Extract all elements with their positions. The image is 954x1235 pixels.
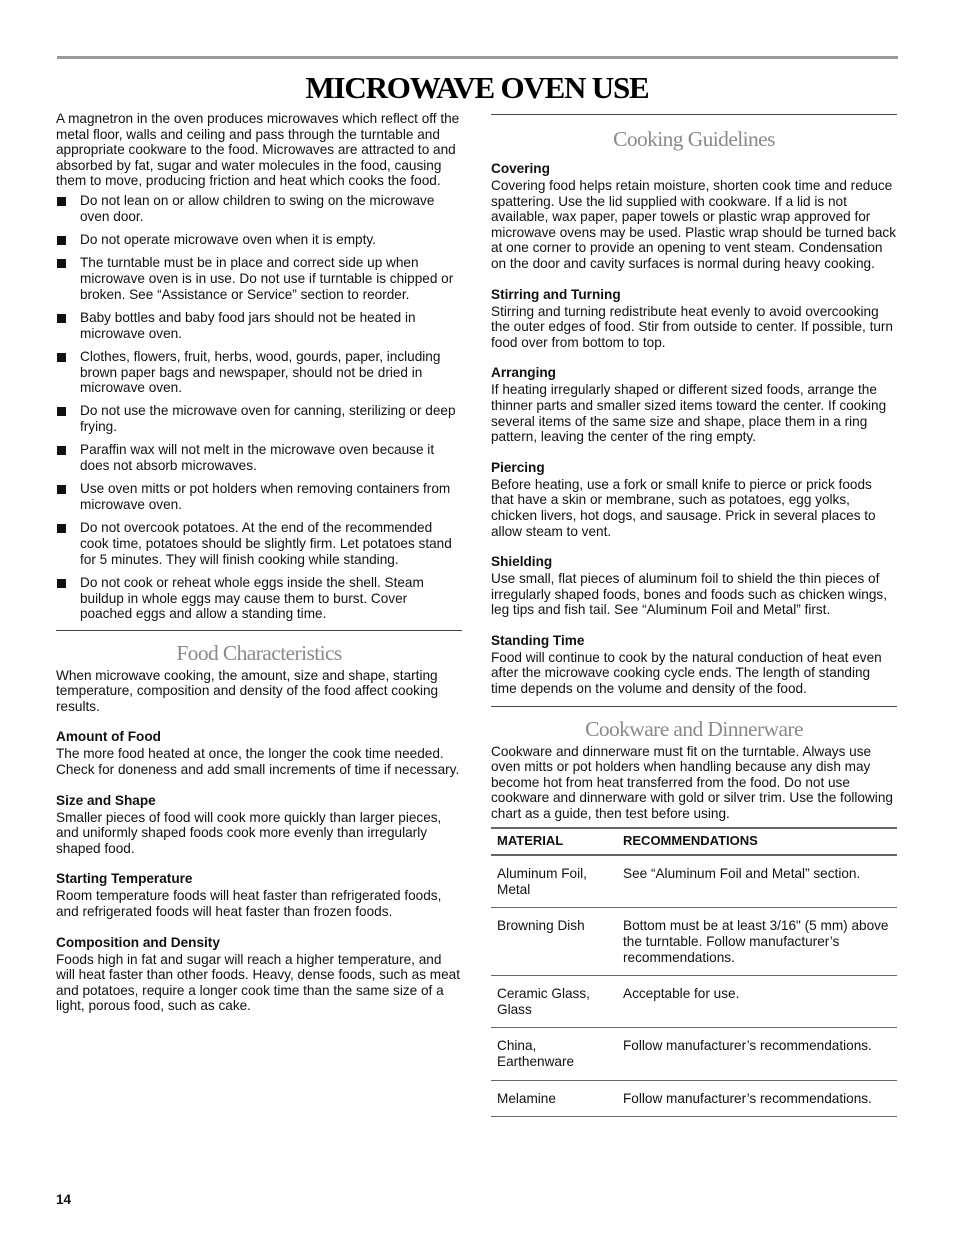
covering-text: Covering food helps retain moisture, shorten cook time and reduce spattering. Use the lid supplied with cookware. If a lid is not available, wax paper, paper towels or plastic wrap approved for microwave ovens may be used. Plastic wrap should be turned back at one corner to provide an opening to vent steam. Condensation on the door and cavity surfaces is normal during heavy cooking. bbox=[491, 178, 896, 271]
standing-time-heading: Standing Time bbox=[491, 632, 585, 648]
material-cell: Melamine bbox=[491, 1080, 617, 1117]
right-column bbox=[491, 111, 897, 1117]
recommendations-column-header: RECOMMENDATIONS bbox=[617, 828, 897, 856]
square-bullet-icon bbox=[57, 524, 66, 533]
composition-density-heading: Composition and Density bbox=[56, 934, 220, 950]
top-rule bbox=[57, 56, 898, 59]
list-item: Paraffin wax will not melt in the microwave oven because it does not absorb microwaves. bbox=[56, 442, 462, 473]
standing-time-text: Food will continue to cook by the natural conduction of heat even after the microwave cooking cycle ends. The length of standing time depends on the volume and density of the food. bbox=[491, 649, 882, 697]
table-row bbox=[491, 1028, 897, 1080]
piercing-text: Before heating, use a fork or small knife to pierce or prick foods that have a skin or membrane, such as potatoes, egg yolks, chicken livers, hot dogs, and sausage. Prick in several places to allow steam to vent. bbox=[491, 476, 876, 539]
section-divider bbox=[491, 114, 897, 115]
arranging-text: If heating irregularly shaped or different sized foods, arrange the thinner parts and smaller sized items toward the center. If cooking several items of the same size and shape, place them in a ring pattern, leaving the center of the ring empty. bbox=[491, 382, 887, 445]
arranging-heading: Arranging bbox=[491, 365, 556, 381]
recommendation-cell: Bottom must be at least 3/16" (5 mm) above the turntable. Follow manufacturer’s recommendations. bbox=[617, 908, 897, 976]
amount-of-food-text: The more food heated at once, the longer the cook time needed. Check for doneness and add small increments of time if necessary. bbox=[56, 746, 460, 777]
food-characteristics-heading: Food Characteristics bbox=[176, 640, 342, 665]
square-bullet-icon bbox=[57, 353, 66, 362]
stirring-turning-text: Stirring and turning redistribute heat evenly to avoid overcooking the outer edges of food. Stir from outside to center. If possible, turn food over from bottom to top. bbox=[491, 303, 893, 350]
intro-paragraph: A magnetron in the oven produces microwaves which reflect off the metal floor, walls and ceiling and pass through the turntable and appropriate cookware to the food. Microwaves are attracted to and absorbed by fat, sugar and water molecules in the food, causing them to move, producing friction and heat which cooks the food. bbox=[56, 111, 460, 189]
cookware-table bbox=[491, 827, 897, 1118]
covering-heading: Covering bbox=[491, 161, 550, 176]
recommendation-cell: Follow manufacturer’s recommendations. bbox=[617, 1080, 897, 1117]
size-and-shape-heading: Size and Shape bbox=[56, 792, 156, 808]
starting-temperature-text: Room temperature foods will heat faster than refrigerated foods, and refrigerated foods will heat faster than frozen foods. bbox=[56, 888, 442, 919]
square-bullet-icon bbox=[57, 259, 66, 268]
table-header-row bbox=[491, 828, 897, 856]
recommendation-cell: Acceptable for use. bbox=[617, 976, 897, 1028]
square-bullet-icon bbox=[57, 407, 66, 416]
section-divider bbox=[56, 630, 462, 631]
cookware-heading: Cookware and Dinnerware bbox=[585, 716, 803, 741]
recommendation-cell: See “Aluminum Foil and Metal” section. bbox=[617, 855, 897, 908]
safety-bullet-list bbox=[56, 193, 462, 622]
size-and-shape-text: Smaller pieces of food will cook more quickly than larger pieces, and uniformly shaped foods cook more evenly than irregularly shaped food. bbox=[56, 809, 442, 856]
table-row bbox=[491, 855, 897, 908]
piercing-heading: Piercing bbox=[491, 459, 545, 475]
material-cell: China, Earthenware bbox=[491, 1028, 617, 1080]
amount-of-food-heading: Amount of Food bbox=[56, 729, 161, 745]
square-bullet-icon bbox=[57, 197, 66, 206]
cooking-guidelines-heading: Cooking Guidelines bbox=[613, 127, 775, 151]
food-characteristics-intro: When microwave cooking, the amount, size and shape, starting temperature, composition and density of the food affect cooking results. bbox=[56, 667, 439, 714]
list-item: Do not cook or reheat whole eggs inside the shell. Steam buildup in whole eggs may cause them to burst. Cover poached eggs and allow a standing time. bbox=[56, 575, 462, 622]
cookware-intro: Cookware and dinnerware must fit on the turntable. Always use oven mitts or pot holders when handling because any dish may become hot from heat transferred from the food. Do not use cookware and dinnerware with gold or silver trim. Use the following chart as a guide, then test before using. bbox=[491, 743, 893, 822]
list-item: Clothes, flowers, fruit, herbs, wood, gourds, paper, including brown paper bags and newspaper, should not be dried in microwave oven. bbox=[56, 349, 462, 396]
square-bullet-icon bbox=[57, 314, 66, 323]
list-item: Do not operate microwave oven when it is empty. bbox=[56, 232, 462, 248]
table-row bbox=[491, 908, 897, 976]
material-column-header: MATERIAL bbox=[491, 828, 617, 856]
left-column bbox=[56, 111, 462, 1014]
starting-temperature-heading: Starting Temperature bbox=[56, 871, 193, 887]
list-item: Do not lean on or allow children to swing on the microwave oven door. bbox=[56, 193, 462, 224]
material-cell: Aluminum Foil, Metal bbox=[491, 855, 617, 908]
material-cell: Ceramic Glass, Glass bbox=[491, 976, 617, 1028]
table-row bbox=[491, 1080, 897, 1117]
square-bullet-icon bbox=[57, 446, 66, 455]
square-bullet-icon bbox=[57, 236, 66, 245]
list-item: Use oven mitts or pot holders when removing containers from microwave oven. bbox=[56, 481, 462, 512]
composition-density-text: Foods high in fat and sugar will reach a higher temperature, and will heat faster than other foods. Heavy, dense foods, such as meat and potatoes, require a longer cook time than the same size of a light, porous food, such as cake. bbox=[56, 951, 461, 1014]
shielding-text: Use small, flat pieces of aluminum foil to shield the thin pieces of irregularly shaped foods, bones and foods such as chicken wings, leg tips and fish tail. See “Aluminum Foil and Metal” first. bbox=[491, 571, 887, 618]
material-cell: Browning Dish bbox=[491, 908, 617, 976]
square-bullet-icon bbox=[57, 485, 66, 494]
recommendation-cell: Follow manufacturer’s recommendations. bbox=[617, 1028, 897, 1080]
list-item: The turntable must be in place and correct side up when microwave oven is in use. Do not use if turntable is chipped or broken. See “Assistance or Service” section to reorder. bbox=[56, 255, 462, 302]
list-item: Do not use the microwave oven for canning, sterilizing or deep frying. bbox=[56, 403, 462, 434]
square-bullet-icon bbox=[57, 579, 66, 588]
page-number: 14 bbox=[56, 1192, 72, 1207]
stirring-turning-heading: Stirring and Turning bbox=[491, 286, 621, 302]
list-item: Baby bottles and baby food jars should not be heated in microwave oven. bbox=[56, 310, 462, 341]
page-title: MICROWAVE OVEN USE bbox=[305, 70, 649, 105]
shielding-heading: Shielding bbox=[491, 554, 553, 570]
list-item: Do not overcook potatoes. At the end of the recommended cook time, potatoes should be slightly firm. Let potatoes stand for 5 minutes. They will finish cooking while standing. bbox=[56, 520, 462, 567]
section-divider bbox=[491, 706, 897, 707]
table-row bbox=[491, 976, 897, 1028]
